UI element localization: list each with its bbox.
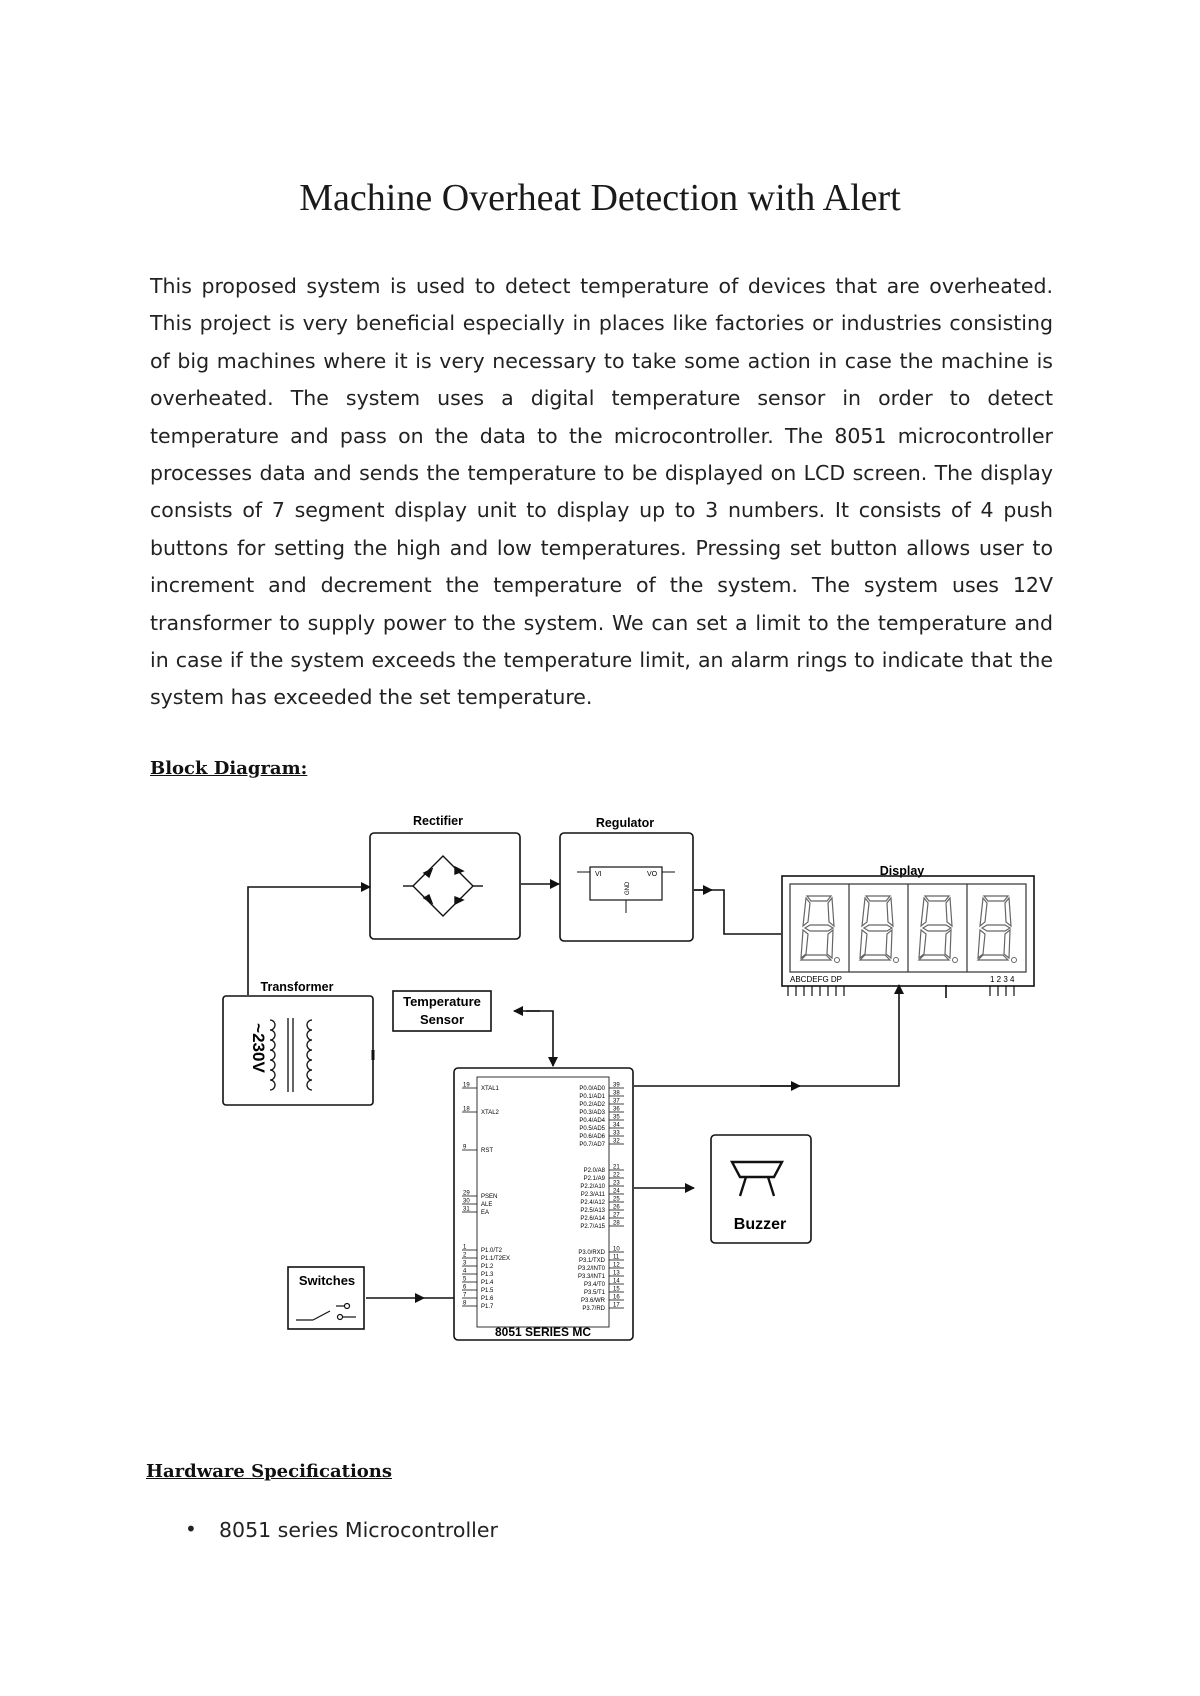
mc-pin-number: 32: [613, 1138, 620, 1145]
mc-pin-number: 18: [463, 1106, 470, 1113]
mc-pin-number: 39: [613, 1082, 620, 1089]
hardware-specifications-heading: Hardware Specifications: [146, 1461, 393, 1482]
bridge-rectifier-icon: [403, 856, 483, 916]
transformer-voltage: ~230V: [249, 1023, 268, 1073]
transformer-coil-icon: [270, 1018, 312, 1092]
mc-pin-number: 8: [463, 1300, 467, 1307]
mc-pin-number: 33: [613, 1130, 620, 1137]
mc-pin-number: 27: [613, 1212, 620, 1219]
seven-segment-display: [782, 864, 1034, 996]
display-digit-pins: 1 2 3 4: [990, 975, 1015, 984]
mc-pin-name: P2.6/A14: [580, 1216, 605, 1222]
mc-pin-name: P2.1/A9: [583, 1176, 605, 1182]
wire-regulator-display: [694, 890, 781, 934]
switches-label: Switches: [298, 1273, 356, 1288]
mc-pin-number: 22: [613, 1172, 620, 1179]
mc-pin-number: 3: [463, 1260, 467, 1267]
wire-transformer-rectifier: [248, 887, 370, 995]
mc-pin-name: P0.2/AD2: [579, 1102, 605, 1108]
mc-pin-name: P0.5/AD5: [579, 1126, 605, 1132]
buzzer-icon: [732, 1162, 782, 1196]
regulator-vo: VO: [647, 871, 658, 878]
mc-pin-name: P1.2: [481, 1264, 494, 1270]
mc-pin-number: 25: [613, 1196, 620, 1203]
mc-pin-number: 6: [463, 1284, 467, 1291]
digit-2: [860, 896, 899, 963]
page-title: Machine Overheat Detection with Alert: [299, 177, 901, 219]
mc-right-pins: [578, 1083, 624, 1313]
mc-pin-name: P2.5/A13: [580, 1208, 605, 1214]
mc-pin-number: 34: [613, 1122, 620, 1129]
mc-pin-name: P0.6/AD6: [579, 1134, 605, 1140]
mc-pin-number: 23: [613, 1180, 620, 1187]
mc-pin-number: 1: [463, 1244, 467, 1251]
mc-pin-name: P0.3/AD3: [579, 1110, 605, 1116]
mc-pin-name: P3.7/RD: [582, 1306, 605, 1312]
mc-pin-name: XTAL2: [481, 1110, 499, 1116]
mc-pin-name: P2.2/A10: [580, 1184, 605, 1190]
mc-pin-number: 17: [613, 1302, 620, 1309]
mc-pin-number: 37: [613, 1098, 620, 1105]
mc-pin-name: P2.0/A8: [583, 1168, 605, 1174]
mc-pin-number: 11: [613, 1254, 620, 1261]
mc-pin-name: ALE: [481, 1202, 493, 1208]
mc-pin-number: 31: [463, 1206, 470, 1213]
mc-pin-number: 15: [613, 1286, 620, 1293]
description-paragraph: This proposed system is used to detect temperature of devices that are overheated. This project is very beneficial especially in places like factories or industries consisting of big machines where it is very necessary to take some action in case the machine is overheated. The system uses a digital temperature sensor in order to detect temperature and pass on the data to the microcontroller. The 8051 microcontroller processes data and sends the temperature to be displayed on LCD screen. The display consists of 7 segment display unit to display up to 3 numbers. It consists of 4 push buttons for setting the high and low temperatures. Pressing set button allows user to increment and decrement the temperature of the system. The system uses 12V transformer to supply power to the system. We can set a limit to the temperature and in case if the system exceeds the temperature limit, an alarm rings to indicate that the system has exceeded the set temperature.: [150, 274, 1053, 710]
mc-pin-name: P3.1/TXD: [578, 1258, 605, 1264]
mc-pin-number: 35: [613, 1114, 620, 1121]
mc-pin-name: P0.7/AD7: [579, 1142, 605, 1148]
microcontroller-label: 8051 SERIES MC: [494, 1325, 592, 1339]
mc-pin-number: 12: [613, 1262, 620, 1269]
temperature-sensor-label-2: Sensor: [419, 1012, 465, 1027]
mc-pin-number: 14: [613, 1278, 620, 1285]
digit-1: [801, 896, 840, 963]
digit-3: [919, 896, 958, 963]
temperature-sensor-block: [393, 991, 491, 1031]
mc-pin-name: P3.3/INT1: [577, 1274, 605, 1280]
switches-block: [288, 1267, 364, 1329]
transformer-label: Transformer: [260, 980, 334, 994]
mc-pin-number: 19: [463, 1082, 470, 1089]
mc-pin-name: P1.0/T2: [481, 1248, 503, 1254]
mc-pin-name: P2.3/A11: [580, 1192, 605, 1198]
buzzer-block: [711, 1135, 811, 1243]
rectifier-block: [370, 814, 520, 939]
mc-pin-name: P1.4: [481, 1280, 494, 1286]
regulator-block: [560, 816, 693, 941]
mc-pin-number: 29: [463, 1190, 470, 1197]
mc-pin-number: 26: [613, 1204, 620, 1211]
mc-pin-name: P0.1/AD1: [579, 1094, 605, 1100]
mc-pin-number: 5: [463, 1276, 467, 1283]
mc-pin-name: P1.1/T2EX: [481, 1256, 511, 1262]
mc-pin-number: 24: [613, 1188, 620, 1195]
transformer-block: [223, 980, 373, 1105]
regulator-gnd: GND: [625, 881, 631, 895]
mc-pin-name: P3.4/T0: [583, 1282, 605, 1288]
temperature-sensor-label-1: Temperature: [403, 994, 481, 1009]
push-button-icon: [296, 1304, 356, 1321]
mc-pin-number: 36: [613, 1106, 620, 1113]
mc-pin-name: PSEN: [481, 1194, 498, 1200]
mc-pin-name: P2.7/A15: [580, 1224, 605, 1230]
mc-pin-name: P1.5: [481, 1288, 494, 1294]
mc-pin-name: EA: [481, 1210, 490, 1216]
mc-pin-number: 4: [463, 1268, 467, 1275]
regulator-label: Regulator: [595, 816, 655, 830]
mc-pin-name: P3.0/RXD: [578, 1250, 605, 1256]
mc-pin-name: P3.6/WR: [580, 1298, 605, 1304]
mc-pin-name: P1.6: [481, 1296, 494, 1302]
microcontroller-block: [454, 1068, 633, 1340]
block-diagram-heading: Block Diagram:: [150, 758, 308, 779]
mc-pin-name: P0.0/AD0: [579, 1086, 605, 1092]
mc-pin-name: P1.7: [481, 1304, 494, 1310]
mc-pin-number: 10: [613, 1246, 620, 1253]
wire-mc-display: [634, 985, 899, 1086]
mc-pin-name: RST: [481, 1148, 493, 1154]
mc-pin-number: 38: [613, 1090, 620, 1097]
wire-sensor-mc: [526, 1011, 553, 1066]
mc-pin-number: 30: [463, 1198, 470, 1205]
mc-pin-number: 7: [463, 1292, 467, 1299]
mc-pin-name: P3.2/INT0: [577, 1266, 605, 1272]
digit-4: [978, 896, 1017, 963]
mc-pin-number: 21: [613, 1164, 620, 1171]
mc-pin-number: 9: [463, 1144, 467, 1151]
mc-pin-number: 2: [463, 1252, 467, 1259]
display-label: Display: [879, 864, 925, 878]
mc-pin-name: P1.3: [481, 1272, 494, 1278]
hardware-list-item: • 8051 series Microcontroller: [185, 1518, 498, 1542]
mc-pin-name: XTAL1: [481, 1086, 499, 1092]
mc-pin-name: P0.4/AD4: [579, 1118, 605, 1124]
rectifier-label: Rectifier: [412, 814, 464, 828]
mc-pin-number: 28: [613, 1220, 620, 1227]
mc-pin-name: P2.4/A12: [580, 1200, 605, 1206]
hardware-list: [185, 1518, 498, 1542]
regulator-vi: VI: [595, 871, 602, 878]
mc-pin-number: 16: [613, 1294, 620, 1301]
display-segment-pins: ABCDEFG DP: [790, 975, 843, 984]
mc-pin-name: P3.5/T1: [583, 1290, 605, 1296]
mc-pin-number: 13: [613, 1270, 620, 1277]
mc-left-pins: [462, 1083, 510, 1311]
buzzer-label: Buzzer: [733, 1216, 787, 1233]
